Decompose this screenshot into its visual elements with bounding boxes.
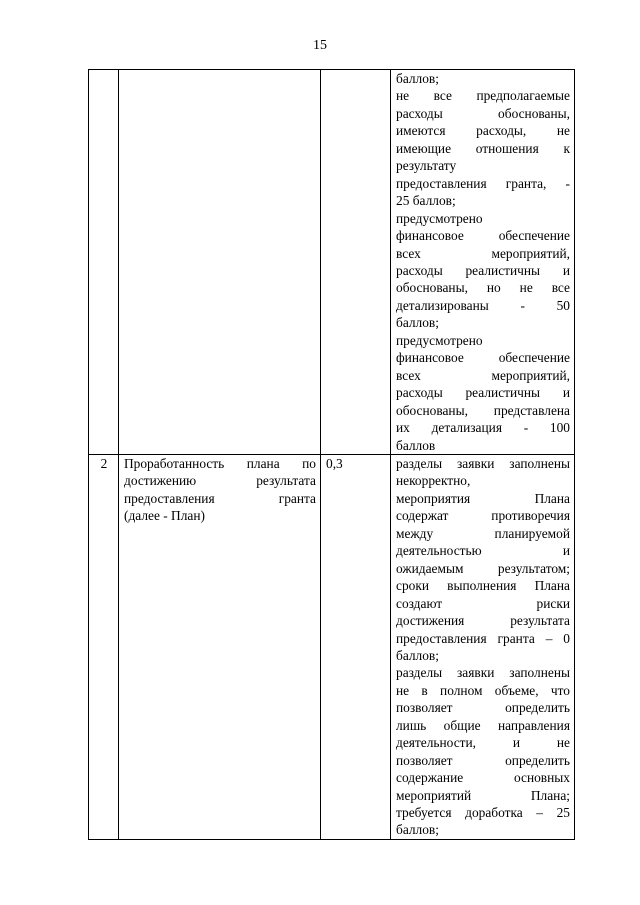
scoring-line: содержат противоречия [396,508,570,524]
scoring-line: обоснованы, представлена [396,402,570,418]
scoring-line: обоснованы, но не все [396,280,570,296]
scoring-line: их детализация - 100 [396,420,570,436]
scoring-line: расходы обоснованы, [396,105,570,121]
scoring-line: баллов [396,437,436,453]
scoring-line: позволяет определить [396,752,570,768]
weight-cell [321,70,391,455]
scoring-line: содержание основных [396,770,570,786]
scoring-line: детализированы - 50 [396,297,570,313]
scoring-line: 25 баллов; [396,193,456,209]
scoring-line: требуется доработка – 25 [396,805,570,821]
scoring-line: расходы реалистичны и [396,262,570,278]
scoring-line: баллов; [396,315,439,331]
scoring-line: всех мероприятий, [396,245,570,261]
criteria-table [88,69,575,840]
scoring-line: лишь общие направления [396,717,570,733]
scoring-line: предоставления гранта, - [396,175,570,191]
scoring-line: предоставления гранта – 0 [396,630,570,646]
scoring-line: создают риски [396,595,570,611]
scoring-cell [391,70,575,455]
scoring-line: деятельностью и [396,543,570,559]
scoring-line: разделы заявки заполнены [396,455,570,471]
scoring-line: разделы заявки заполнены [396,665,570,681]
criterion-cell [119,454,321,839]
scoring-line: результату [396,158,457,174]
scoring-line: сроки выполнения Плана [396,578,570,594]
weight-cell: 0,3 [321,454,391,839]
scoring-line: достижения результата [396,613,570,629]
scoring-line: позволяет определить [396,700,570,716]
scoring-line: предусмотрено [396,210,483,226]
scoring-line: ожидаемым результатом; [396,560,570,576]
table-row [89,70,575,455]
scoring-line: имеются расходы, не [396,123,570,139]
scoring-line: мероприятия Плана [396,490,570,506]
criterion-line: предоставления гранта [124,490,316,506]
scoring-line: предусмотрено [396,332,483,348]
row-number-cell [89,70,119,455]
row-number-cell: 2 [89,454,119,839]
scoring-line: финансовое обеспечение [396,350,570,366]
scoring-line: мероприятий Плана; [396,787,570,803]
scoring-line: деятельности, и не [396,735,570,751]
criterion-line: (далее - План) [124,508,205,524]
scoring-line: всех мероприятий, [396,367,570,383]
table-row [89,454,575,839]
scoring-line: некорректно, [396,473,471,489]
criterion-cell [119,70,321,455]
scoring-line: не все предполагаемые [396,88,570,104]
scoring-line: расходы реалистичны и [396,385,570,401]
scoring-line: баллов; [396,647,439,663]
scoring-line: не в полном объеме, что [396,682,570,698]
scoring-line: между планируемой [396,525,570,541]
scoring-line: баллов; [396,71,439,86]
scoring-line: финансовое обеспечение [396,228,570,244]
criterion-line: Проработанность плана по [124,455,316,471]
scoring-line: имеющие отношения к [396,140,570,156]
page-number: 15 [313,38,327,53]
scoring-cell [391,454,575,839]
scoring-line: баллов; [396,822,439,838]
criterion-line: достижению результата [124,473,316,489]
